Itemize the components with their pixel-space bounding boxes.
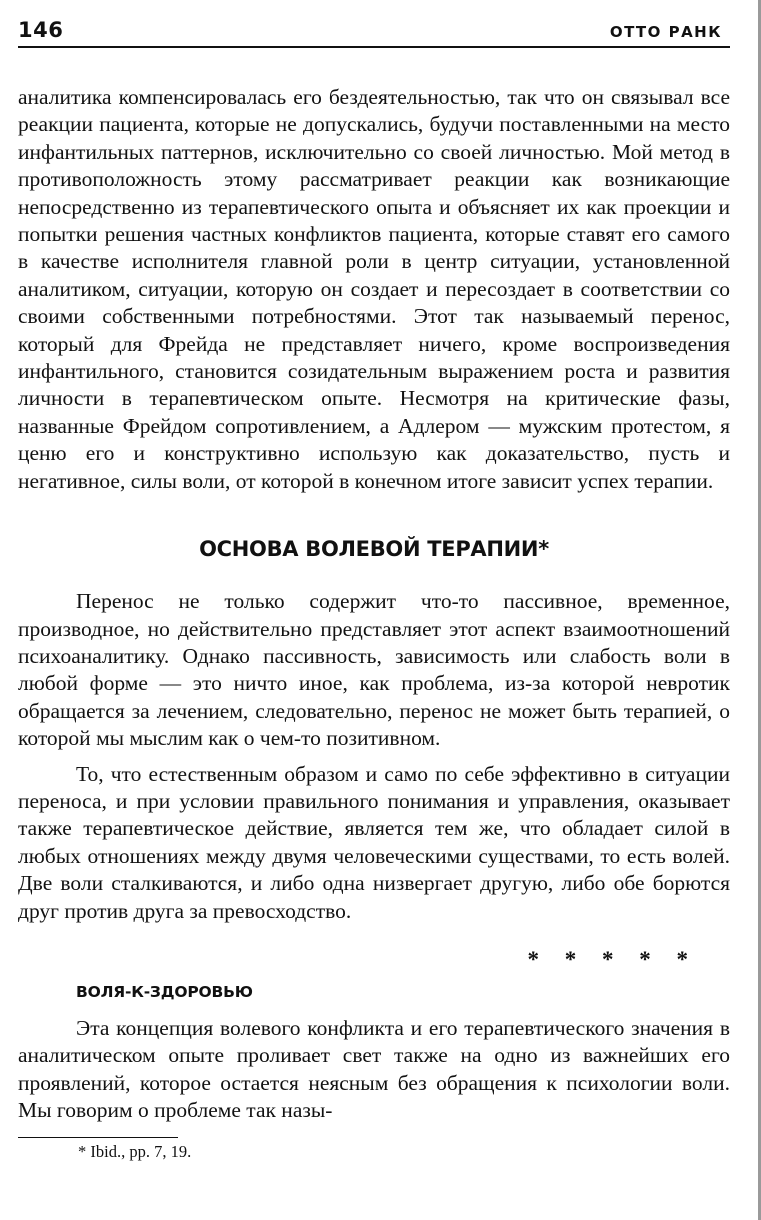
body-text <box>18 84 730 1125</box>
running-head: ОТТО РАНК <box>609 23 722 41</box>
page-number: 146 <box>18 18 64 42</box>
paragraph: То, что естественным образом и само по себе эффективно в ситуации переноса, и при условии правильного понимания и управления, оказывает также терапевтическое действие, является тем же, что обладает силой в любых отношениях между двумя человеческими существами, то есть волей. Две воли сталкиваются, и либо одна низвергает другую, либо обе борются друг против друга за превосходство. <box>18 761 730 923</box>
footnote-rule <box>18 1137 178 1138</box>
paragraph: Перенос не только содержит что-то пассивное, временное, производное, но действительно представляет этот аспект взаимоотношений психоаналитику. Однако пассивность, зависимость или слабость воли в любой форме — это ничто иное, как проблема, из-за которой невротик обращается за лечением, следовательно, перенос не может быть терапией, о которой мы мыслим как о чем-то позитивном. <box>18 589 730 751</box>
book-page <box>18 18 730 1162</box>
section-separator: * * * * * <box>527 946 698 972</box>
page-header <box>18 18 730 48</box>
paragraph: аналитика компенсировалась его бездеятельностью, так что он связывал все реакции пациента, которые не допускались, будучи поставленными на место инфантильных паттернов, исключительно со своей личностью. Мой метод в противоположность этому рассматривает реакции как возникающие непосредственно из терапевтического опыта и объясняет их как проекции и попытки решения частных конфликтов пациента, которые ставят его самого в качестве исполнителя главной роли в центр ситуации, установленной аналитиком, ситуации, которую он создает и пересоздает в соответствии со своими собственными потребностями. Этот так называемый перенос, который для Фрейда не представляет ничего, кроме воспроизведения инфантильного, становится созидательным выражением роста и развития личности в терапевтическом опыте. Несмотря на критические фазы, названные Фрейдом сопротивлением, а Адлером — мужским протестом, я ценю его и конструктивно использую как доказательство, пусть и негативное, силы воли, от которой в конечном итоге зависит успех терапии. <box>18 85 730 493</box>
footnote: * Ibid., pp. 7, 19. <box>78 1141 192 1161</box>
section-heading: ОСНОВА ВОЛЕВОЙ ТЕРАПИИ* <box>199 537 549 562</box>
paragraph: Эта концепция волевого конфликта и его терапевтического значения в аналитическом опыте проливает свет также на одно из важнейших его проявлений, которое остается неясным без обращения к психологии воли. Мы говорим о проблеме так назы- <box>18 1015 730 1123</box>
subheading: ВОЛЯ-К-ЗДОРОВЬЮ <box>76 982 253 1001</box>
